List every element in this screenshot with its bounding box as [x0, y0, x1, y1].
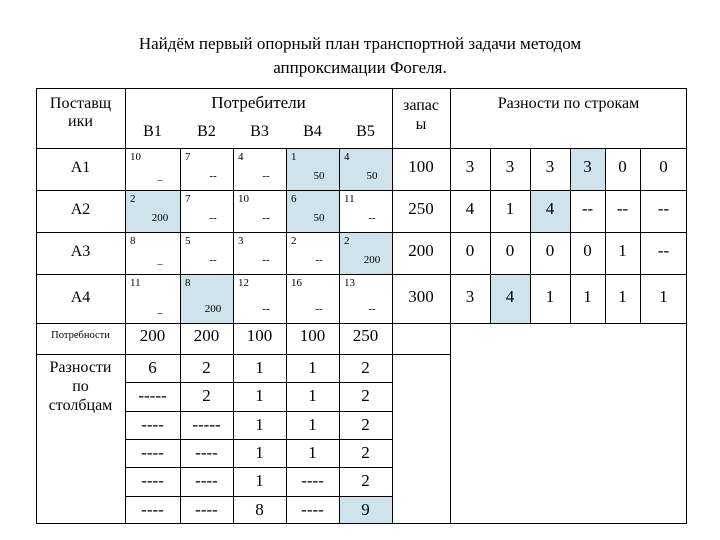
grid-line	[36, 232, 687, 233]
row-diff-value: 1	[618, 286, 627, 306]
allocation-cell: 50	[313, 170, 325, 182]
grid-line	[392, 354, 450, 355]
col-diff-value: 2	[361, 471, 370, 491]
col-diff-value: 1	[308, 386, 317, 406]
cost-cell: 7	[185, 151, 191, 163]
row-diff-value: 1	[505, 199, 515, 218]
allocation-cell: --	[368, 212, 376, 224]
allocation-cell: --	[209, 170, 217, 182]
row-diffs-header: Разности по строкам	[497, 95, 640, 112]
demand-value: 100	[299, 326, 326, 345]
col-diff-value: -----	[138, 386, 167, 406]
cost-cell: 16	[291, 277, 302, 289]
allocation-cell: --	[209, 212, 217, 224]
row-diff-value: --	[657, 241, 670, 260]
cost-cell: 13	[344, 277, 355, 289]
col-diff-value: 1	[308, 358, 317, 377]
stock-value: 250	[408, 199, 434, 218]
row-diff-value: 3	[465, 286, 475, 306]
col-diff-line	[125, 496, 392, 497]
col-diff-line	[125, 411, 392, 412]
row-diff-value: --	[616, 199, 629, 218]
cost-cell: 2	[130, 193, 136, 205]
col-diff-value: 1	[308, 443, 317, 462]
col-diff-value: ----	[195, 499, 218, 519]
col-diff-line	[125, 382, 392, 383]
grid-line	[180, 354, 181, 524]
row-diff-value: 1	[583, 286, 592, 306]
row-diff-value: 0	[505, 241, 515, 260]
grid-line	[450, 148, 687, 149]
title-line-1: Найдём первый опорный план транспортной задачи методом	[138, 34, 582, 53]
allocation-cell: --	[209, 254, 217, 266]
consumer-b1: B1	[143, 123, 162, 140]
col-diff-value: ----	[301, 471, 324, 491]
page-title	[0, 32, 720, 80]
col-diff-value: 6	[148, 358, 157, 377]
col-diff-value: 8	[255, 499, 264, 519]
col-diffs-header: Разности по столбцам	[48, 359, 113, 414]
grid-line	[339, 148, 340, 354]
cost-cell: 12	[238, 277, 249, 289]
col-diff-value: ----	[141, 443, 164, 462]
cost-cell: 6	[291, 193, 297, 205]
cost-cell: 8	[185, 277, 191, 289]
col-diff-value: ----	[141, 499, 164, 519]
col-diff-value: 1	[255, 471, 264, 491]
row-diff-value: 1	[545, 286, 555, 306]
demand-header: Потребности	[51, 330, 110, 341]
grid-line	[36, 274, 687, 275]
stock-value: 200	[408, 241, 434, 260]
cost-cell: 2	[291, 235, 297, 247]
col-diff-value: 1	[255, 414, 264, 434]
row-diff-value: 4	[505, 286, 515, 306]
col-diff-line	[125, 467, 392, 468]
col-diff-value: 1	[255, 358, 264, 377]
allocation-cell: --	[262, 212, 270, 224]
supplier-a3: A3	[70, 243, 91, 260]
col-diff-value: 1	[308, 414, 317, 434]
cost-cell: 11	[344, 193, 355, 205]
cost-cell: 11	[130, 277, 141, 289]
col-diff-value: 2	[361, 443, 370, 462]
allocation-cell: --	[368, 303, 376, 315]
row-diff-value: 3	[505, 157, 515, 176]
row-diff-value: --	[657, 199, 670, 218]
demand-value: 250	[352, 326, 379, 345]
row-diff-value: --	[581, 199, 594, 218]
cost-cell: 7	[185, 193, 191, 205]
row-diff-value: 0	[583, 241, 592, 260]
allocation-cell: 200	[363, 254, 381, 266]
grid-line	[286, 148, 287, 354]
row-diff-value: 1	[618, 241, 627, 260]
stock-value: 100	[408, 157, 434, 176]
col-diff-value: 2	[361, 414, 370, 434]
col-diff-value: -----	[192, 414, 221, 434]
grid-line	[233, 354, 234, 524]
allocation-cell: 200	[204, 303, 222, 315]
cost-cell: 1	[291, 151, 297, 163]
row-diff-value: 0	[618, 157, 627, 176]
cost-cell: 10	[130, 151, 141, 163]
demand-value: 100	[246, 326, 273, 345]
consumer-b4: B4	[303, 123, 322, 140]
cost-cell: 10	[238, 193, 249, 205]
cost-cell: 3	[238, 235, 244, 247]
supplier-a4: A4	[70, 288, 91, 306]
supplier-a1: A1	[70, 159, 91, 176]
row-diff-value: 3	[583, 157, 592, 176]
grid-line	[392, 354, 393, 524]
col-diff-value: 1	[255, 386, 264, 406]
consumer-b5: B5	[356, 123, 375, 140]
allocation-cell: --	[262, 254, 270, 266]
grid-line	[36, 148, 450, 149]
allocation-cell: --	[315, 303, 323, 315]
allocation-cell: _	[157, 170, 163, 182]
col-diff-value: ----	[195, 471, 218, 491]
row-diff-value: 4	[545, 199, 555, 218]
consumers-header: Потребители	[211, 93, 306, 112]
cost-cell: 4	[238, 151, 244, 163]
col-diff-value: ----	[301, 499, 324, 519]
suppliers-header: Поставщ ики	[49, 95, 112, 130]
col-diff-value: ----	[141, 414, 164, 434]
consumer-b3: B3	[250, 123, 269, 140]
grid-line	[180, 148, 181, 354]
col-diff-value: 1	[255, 443, 264, 462]
stock-value: 300	[408, 286, 434, 306]
row-diff-value: 3	[465, 157, 475, 176]
allocation-cell: --	[262, 303, 270, 315]
grid-line	[339, 354, 340, 524]
row-diff-value: 4	[465, 199, 475, 218]
grid-line	[36, 190, 687, 191]
allocation-cell: _	[157, 254, 163, 266]
row-diff-value: 1	[659, 286, 668, 306]
allocation-cell: 50	[366, 170, 378, 182]
col-diff-value: 2	[361, 358, 370, 377]
grid-line	[286, 354, 287, 524]
grid-line	[36, 323, 687, 324]
row-diff-value: 3	[545, 157, 555, 176]
row-diff-value: 0	[545, 241, 555, 260]
col-diff-value: 2	[202, 358, 211, 377]
col-diff-value: ----	[195, 443, 218, 462]
col-diff-line	[125, 439, 392, 440]
demand-value: 200	[193, 326, 220, 345]
col-diff-value: 9	[361, 499, 370, 519]
consumer-b2: B2	[197, 123, 216, 140]
allocation-cell: 200	[151, 212, 169, 224]
title-line-2: аппроксимации Фогеля.	[273, 58, 447, 77]
grid-line	[233, 148, 234, 354]
cost-cell: 4	[344, 151, 350, 163]
col-diff-value: 2	[202, 386, 211, 406]
cost-cell: 5	[185, 235, 191, 247]
allocation-cell: _	[157, 303, 163, 315]
supplier-a2: A2	[70, 201, 91, 218]
col-diff-value: 2	[361, 386, 370, 406]
demand-value: 200	[139, 326, 166, 345]
cost-cell: 2	[344, 235, 350, 247]
cost-cell: 8	[130, 235, 136, 247]
allocation-cell: --	[315, 254, 323, 266]
col-diff-value: ----	[141, 471, 164, 491]
allocation-cell: --	[262, 170, 270, 182]
allocation-cell: 50	[313, 212, 325, 224]
row-diff-value: 0	[465, 241, 475, 260]
stock-header: запас ы	[403, 97, 439, 133]
row-diff-value: 0	[659, 157, 668, 176]
